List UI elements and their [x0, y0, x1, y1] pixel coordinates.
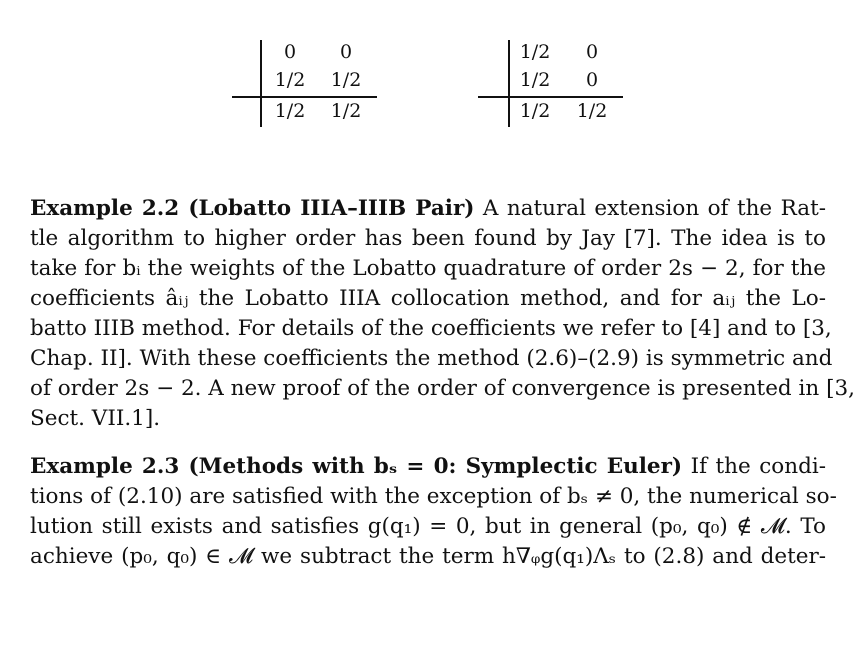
paragraph-line: [30, 194, 826, 224]
tableau-horizontal-rule: [478, 96, 623, 98]
tableau-cell: 0: [339, 41, 353, 63]
example-2-3-paragraph: [30, 452, 837, 572]
paragraph-line: achieve (p₀, q₀) ∈ 𝓜 we subtract the term h∇ᵩg(q₁)Λₛ to (2.8) and deter-: [30, 544, 826, 569]
paragraph-line: tions of (2.10) are satisfied with the exception of bₛ ≠ 0, the numerical so-: [30, 484, 837, 509]
tableau-vertical-rule: [260, 40, 262, 127]
tableau-cell: 1/2: [519, 41, 551, 63]
page-crop-mask: [0, 570, 860, 653]
tableau-cell: 0: [585, 69, 599, 91]
tableau-cell: 0: [585, 41, 599, 63]
tableau-horizontal-rule: [232, 96, 377, 98]
butcher-tableau-left: [232, 40, 382, 130]
tableau-cell: 1/2: [519, 69, 551, 91]
paragraph-text: If the condi-: [682, 454, 826, 479]
tableau-weight: 1/2: [519, 100, 551, 122]
paragraph-text: A natural extension of the Rat-: [474, 196, 826, 221]
paragraph-line: take for bᵢ the weights of the Lobatto quadrature of order 2s − 2, for the: [30, 256, 826, 281]
paragraph-line: Chap. II]. With these coefficients the method (2.6)–(2.9) is symmetric and: [30, 346, 833, 371]
paragraph-line: batto IIIB method. For details of the coefficients we refer to [4] and to [3,: [30, 316, 832, 341]
paragraph-line: Sect. VII.1].: [30, 406, 161, 431]
butcher-tableau-right: [478, 40, 628, 130]
example-2-2-paragraph: [30, 194, 855, 434]
paragraph-line: coefficients âᵢⱼ the Lobatto IIIA collocation method, and for aᵢⱼ the Lo-: [30, 286, 826, 311]
example-2-2-title: Example 2.2 (Lobatto IIIA–IIIB Pair): [30, 196, 475, 221]
paragraph-line: tle algorithm to higher order has been found by Jay [7]. The idea is to: [30, 226, 826, 251]
tableau-cell: 0: [283, 41, 297, 63]
paragraph-line: lution still exists and satisfies g(q₁) = 0, but in general (p₀, q₀) ∉ 𝓜. To: [30, 514, 826, 539]
tableau-weight: 1/2: [576, 100, 608, 122]
paragraph-line: of order 2s − 2. A new proof of the order of convergence is presented in [3,: [30, 376, 855, 401]
paragraph-line: [30, 452, 826, 482]
tableau-weight: 1/2: [274, 100, 306, 122]
tableau-weight: 1/2: [330, 100, 362, 122]
example-2-3-title: Example 2.3 (Methods with bₛ = 0: Symplectic Euler): [30, 454, 683, 479]
tableau-cell: 1/2: [274, 69, 306, 91]
tableau-cell: 1/2: [330, 69, 362, 91]
